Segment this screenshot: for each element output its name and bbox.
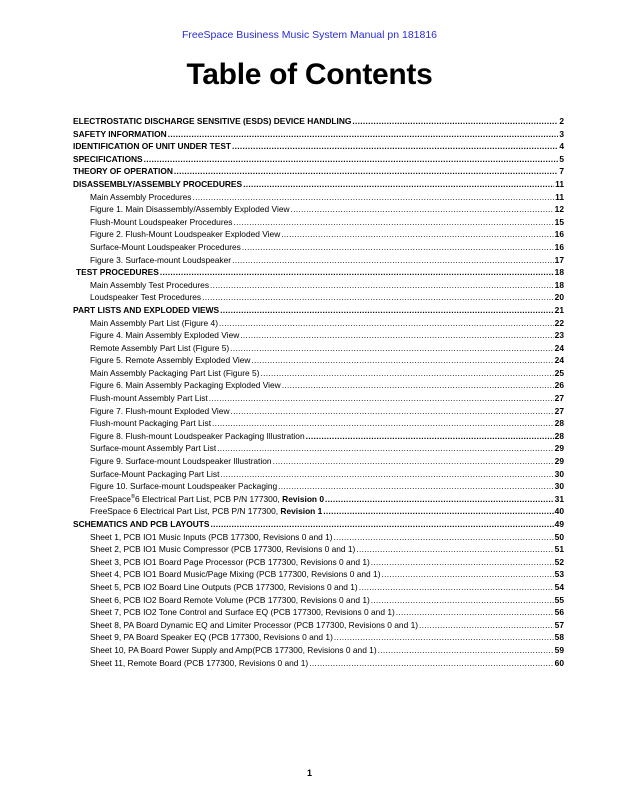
toc-entry-title: Flush-Mount Loudspeaker Procedures [90, 216, 233, 227]
toc-entry-title: Figure 7. Flush-mount Exploded View [90, 405, 230, 416]
toc-entry-title: Sheet 2, PCB IO1 Music Compressor (PCB 177300, Revisions 0 and 1) [90, 544, 356, 555]
toc-entry[interactable] [73, 430, 564, 443]
toc-page-number: 26 [554, 380, 564, 391]
toc-page-number: 24 [554, 342, 564, 353]
dot-leader [219, 317, 554, 330]
dot-leader [231, 405, 554, 418]
toc-page-number: 7 [559, 166, 564, 177]
dot-leader [381, 568, 553, 581]
toc-entry-title: Surface-mount Assembly Part List [90, 443, 217, 454]
toc-page-number: 12 [554, 204, 564, 215]
toc-page-number: 22 [554, 317, 564, 328]
toc-entry[interactable] [73, 568, 564, 581]
toc-entry-title: IDENTIFICATION OF UNIT UNDER TEST [73, 141, 232, 152]
toc-entry-title: SPECIFICATIONS [73, 153, 143, 164]
toc-entry[interactable] [73, 379, 564, 392]
dot-leader [359, 581, 554, 594]
dot-leader [334, 631, 554, 644]
toc-page-number: 56 [554, 607, 564, 618]
toc-entry[interactable] [73, 518, 564, 531]
toc-page-number: 25 [554, 367, 564, 378]
toc-page-number: 4 [559, 141, 564, 152]
dot-leader [211, 518, 554, 531]
dot-leader [378, 644, 554, 657]
dot-leader [233, 216, 553, 229]
toc-entry-title: Figure 3. Surface-mount Loudspeaker [90, 254, 232, 265]
toc-page-number: 30 [554, 468, 564, 479]
toc-entry-title: Sheet 9, PA Board Speaker EQ (PCB 177300, Revisions 0 and 1) [90, 632, 333, 643]
toc-entry-title: THEORY OF OPERATION [73, 166, 173, 177]
toc-page-number: 57 [554, 619, 564, 630]
toc-entry-title: FreeSpace®6 Electrical Part List, PCB P/N 177300, Revision 0 [90, 493, 325, 504]
dot-leader [396, 606, 554, 619]
toc-entry-title: Figure 8. Flush-mount Loudspeaker Packaging Illustration [90, 430, 305, 441]
dot-leader [202, 291, 554, 304]
toc-entry-title: DISASSEMBLY/ASSEMBLY PROCEDURES [73, 178, 243, 189]
dot-leader [419, 619, 554, 632]
toc-entry[interactable] [73, 367, 564, 380]
dot-leader [325, 493, 554, 506]
toc-entry-title: Flush-mount Packaging Part List [90, 418, 212, 429]
dot-leader [243, 178, 554, 191]
dot-leader [371, 594, 554, 607]
dot-leader [356, 543, 553, 556]
toc-entry-title: ELECTROSTATIC DISCHARGE SENSITIVE (ESDS) DEVICE HANDLING [73, 116, 352, 126]
toc-page-number: 15 [554, 216, 564, 227]
toc-page-number: 11 [555, 178, 564, 189]
toc-entry[interactable] [73, 619, 564, 632]
toc-entry[interactable] [73, 594, 564, 607]
toc-page-number: 28 [554, 430, 564, 441]
dot-leader [334, 531, 554, 544]
toc-entry[interactable] [73, 417, 564, 430]
toc-entry[interactable] [73, 505, 564, 518]
dot-leader [282, 379, 554, 392]
dot-leader [217, 442, 554, 455]
toc-page-number: 29 [554, 443, 564, 454]
toc-page-number: 16 [554, 229, 564, 240]
dot-leader [220, 304, 554, 317]
dot-leader [242, 241, 554, 254]
toc-entry[interactable] [73, 254, 564, 267]
toc-entry-title: Figure 6. Main Assembly Packaging Exploded View [90, 380, 281, 391]
toc-entry-title: Sheet 3, PCB IO1 Board Page Processor (PCB 177300, Revisions 0 and 1) [90, 556, 370, 567]
toc-page-number: 59 [554, 644, 564, 655]
toc-entry-title: Sheet 1, PCB IO1 Music Inputs (PCB 177300, Revisions 0 and 1) [90, 531, 333, 542]
toc-page-number: 3 [559, 128, 564, 139]
toc-entry[interactable] [73, 115, 564, 128]
toc-entry[interactable] [73, 405, 564, 418]
toc-entry[interactable] [73, 153, 564, 166]
dot-leader [160, 266, 554, 279]
toc-entry[interactable] [73, 657, 564, 670]
toc-page-number: 23 [554, 330, 564, 341]
dot-leader [192, 191, 554, 204]
toc-entry-title: Figure 4. Main Assembly Exploded View [90, 330, 240, 341]
dot-leader [281, 228, 553, 241]
toc-entry-title: Loudspeaker Test Procedures [90, 292, 202, 303]
table-of-contents [73, 115, 564, 669]
toc-entry[interactable] [73, 556, 564, 569]
toc-page-number: 11 [555, 191, 564, 202]
toc-entry-title: Figure 10. Surface-mount Loudspeaker Packaging [90, 481, 278, 492]
toc-page-number: 2 [559, 116, 564, 126]
toc-page-number: 18 [554, 267, 564, 278]
toc-entry[interactable] [73, 354, 564, 367]
toc-entry-title: Sheet 10, PA Board Power Supply and Amp(PCB 177300, Revisions 0 and 1) [90, 644, 377, 655]
dot-leader [232, 254, 554, 267]
toc-entry-title: Flush-mount Assembly Part List [90, 393, 208, 404]
toc-entry[interactable] [73, 468, 564, 481]
toc-page-number: 51 [554, 544, 564, 555]
page-title: Table of Contents [186, 58, 433, 91]
toc-entry-title: Main Assembly Packaging Part List (Figure 5) [90, 367, 260, 378]
toc-entry-title: Sheet 8, PA Board Dynamic EQ and Limiter Processor (PCB 177300, Revisions 0 and 1) [90, 619, 419, 630]
toc-entry-title: PART LISTS AND EXPLODED VIEWS [73, 304, 220, 315]
registered-mark: ® [130, 494, 136, 501]
toc-entry[interactable] [73, 191, 564, 204]
toc-page-number: 5 [559, 153, 564, 164]
page-number: 1 [306, 768, 312, 778]
toc-entry[interactable] [73, 631, 564, 644]
revision-label: Revision 1 [280, 506, 323, 517]
toc-entry[interactable] [73, 165, 564, 178]
toc-entry[interactable] [73, 493, 564, 506]
toc-entry[interactable] [73, 531, 564, 544]
toc-entry-title: Main Assembly Test Procedures [90, 279, 210, 290]
toc-entry-title: Main Assembly Procedures [90, 191, 192, 202]
toc-page-number: 27 [554, 393, 564, 404]
toc-entry[interactable] [73, 291, 564, 304]
dot-leader [144, 153, 559, 166]
toc-entry-title: TEST PROCEDURES [76, 267, 159, 278]
toc-entry[interactable] [73, 241, 564, 254]
toc-entry-title: SAFETY INFORMATION [73, 128, 167, 139]
dot-leader [230, 342, 554, 355]
dot-leader [260, 367, 553, 380]
toc-entry-title: Figure 2. Flush-Mount Loudspeaker Exploded View [90, 229, 281, 240]
dot-leader [251, 354, 553, 367]
dot-leader [291, 203, 554, 216]
toc-page-number: 30 [554, 481, 564, 492]
toc-page-number: 60 [554, 657, 564, 668]
dot-leader [240, 329, 553, 342]
toc-entry[interactable] [73, 329, 564, 342]
toc-entry-title: Remote Assembly Part List (Figure 5) [90, 342, 230, 353]
dot-leader [278, 480, 554, 493]
toc-entry[interactable] [73, 342, 564, 355]
toc-entry[interactable] [73, 128, 564, 141]
dot-leader [210, 279, 554, 292]
toc-page-number: 49 [554, 519, 564, 529]
dot-leader [168, 128, 559, 141]
toc-entry[interactable] [73, 266, 564, 279]
toc-entry-title: Figure 5. Remote Assembly Exploded View [90, 355, 251, 366]
toc-entry-title: Sheet 7, PCB IO2 Tone Control and Surface EQ (PCB 177300, Revisions 0 and 1) [90, 607, 395, 618]
dot-leader [209, 392, 554, 405]
toc-page-number: 29 [554, 456, 564, 467]
toc-entry[interactable] [73, 581, 564, 594]
dot-leader [323, 505, 553, 518]
toc-page-number: 31 [554, 493, 564, 504]
dot-leader [174, 165, 558, 178]
toc-entry-title: Sheet 11, Remote Board (PCB 177300, Revisions 0 and 1) [90, 657, 309, 668]
toc-entry[interactable] [73, 216, 564, 229]
toc-page-number: 52 [554, 556, 564, 567]
toc-entry[interactable] [73, 304, 564, 317]
dot-leader [309, 657, 553, 670]
toc-entry[interactable] [73, 644, 564, 657]
toc-entry-title: Sheet 4, PCB IO1 Board Music/Page Mixing (PCB 177300, Revisions 0 and 1) [90, 569, 381, 580]
dot-leader [306, 430, 554, 443]
dot-leader [371, 556, 554, 569]
revision-label: Revision 0 [282, 493, 325, 504]
toc-entry[interactable] [73, 203, 564, 216]
toc-page-number: 40 [554, 506, 564, 517]
toc-entry[interactable] [73, 392, 564, 405]
document-header: FreeSpace Business Music System Manual pn 181816 [181, 29, 438, 41]
dot-leader [352, 115, 558, 128]
toc-entry[interactable] [73, 279, 564, 292]
dot-leader [273, 455, 554, 468]
toc-page-number: 17 [554, 254, 564, 265]
toc-entry[interactable] [73, 140, 564, 153]
toc-entry-title: Sheet 6, PCB IO2 Board Remote Volume (PCB 177300, Revisions 0 and 1) [90, 594, 370, 605]
toc-entry-title: Surface-Mount Loudspeaker Procedures [90, 241, 241, 252]
toc-entry[interactable] [73, 317, 564, 330]
dot-leader [232, 140, 558, 153]
toc-entry[interactable] [73, 442, 564, 455]
toc-page-number: 53 [554, 569, 564, 580]
toc-page-number: 24 [554, 355, 564, 366]
dot-leader [220, 468, 553, 481]
toc-page-number: 55 [554, 594, 564, 605]
toc-entry-title: Sheet 5, PCB IO2 Board Line Outputs (PCB 177300, Revisions 0 and 1) [90, 581, 358, 592]
toc-entry[interactable] [73, 228, 564, 241]
dot-leader [212, 417, 554, 430]
toc-page-number: 21 [554, 304, 564, 315]
toc-page-number: 18 [554, 279, 564, 290]
toc-entry-title: SCHEMATICS AND PCB LAYOUTS [73, 519, 210, 529]
toc-entry[interactable] [73, 480, 564, 493]
toc-entry[interactable] [73, 606, 564, 619]
toc-entry-title: FreeSpace 6 Electrical Part List, PCB P/N 177300, Revision 1 [90, 506, 323, 517]
toc-entry[interactable] [73, 455, 564, 468]
toc-page-number: 20 [554, 292, 564, 303]
toc-entry-title: Figure 1. Main Disassembly/Assembly Exploded View [90, 204, 290, 215]
toc-entry-title: Figure 9. Surface-mount Loudspeaker Illustration [90, 456, 272, 467]
toc-page-number: 16 [554, 241, 564, 252]
toc-page-number: 58 [554, 632, 564, 643]
toc-entry-title: Main Assembly Part List (Figure 4) [90, 317, 218, 328]
toc-entry[interactable] [73, 543, 564, 556]
toc-page-number: 50 [554, 531, 564, 542]
toc-entry[interactable] [73, 178, 564, 191]
toc-entry-title: Surface-Mount Packaging Part List [90, 468, 220, 479]
toc-page-number: 28 [554, 418, 564, 429]
toc-page-number: 27 [554, 405, 564, 416]
toc-page-number: 54 [554, 581, 564, 592]
